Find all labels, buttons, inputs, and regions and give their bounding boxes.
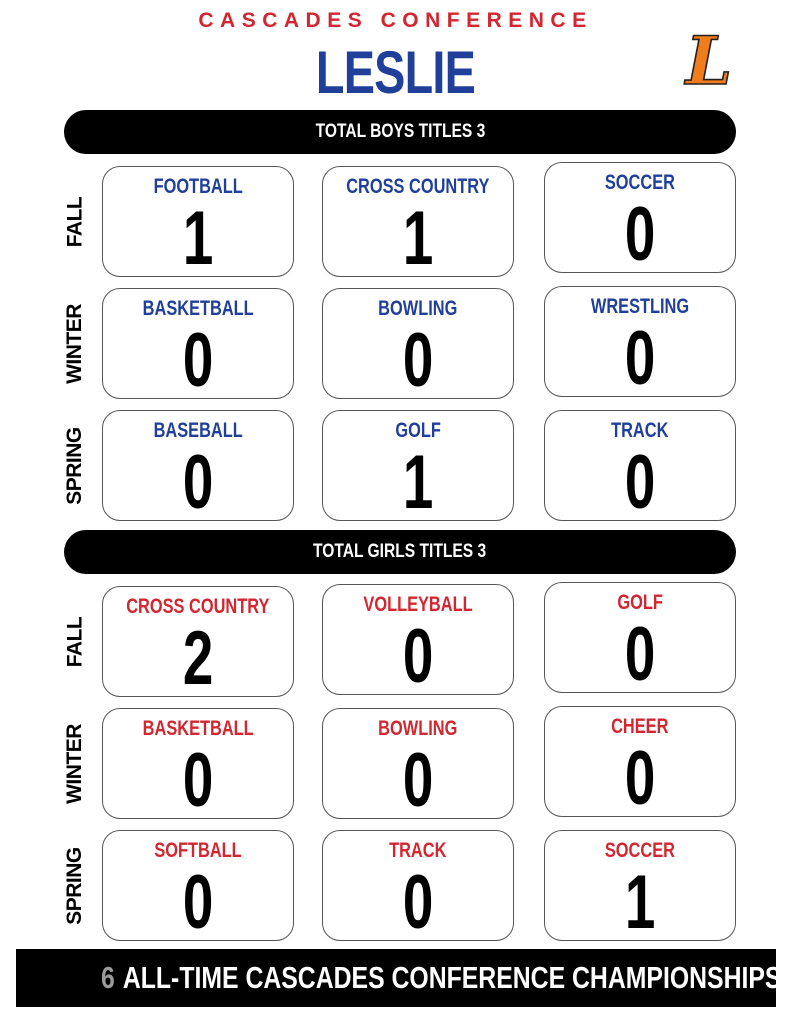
- footer-text: ALL-TIME CASCADES CONFERENCE CHAMPIONSHIPS: [122, 960, 782, 995]
- girls-card-track: [322, 830, 514, 945]
- sport-name: TRACK: [611, 419, 669, 442]
- title-count: 0: [402, 614, 434, 699]
- title-count: 0: [402, 738, 434, 823]
- boys-card-football: [102, 166, 294, 281]
- conference-title: CASCADES CONFERENCE: [198, 9, 593, 32]
- sport-name: WRESTLING: [590, 295, 690, 318]
- boys-titles-text: TOTAL BOYS TITLES 3: [315, 121, 485, 142]
- girls-card-golf: [544, 582, 736, 697]
- title-count: 1: [182, 196, 214, 281]
- boys-season-fall: FALL: [63, 196, 86, 247]
- boys-season-spring: SPRING: [63, 426, 87, 505]
- boys-card-track: [544, 410, 736, 525]
- girls-card-soccer: [544, 830, 736, 945]
- boys-card-wrestling: [544, 286, 736, 401]
- sport-name: CROSS COUNTRY: [126, 595, 270, 618]
- sport-name: BASKETBALL: [142, 717, 254, 740]
- sport-name: SOFTBALL: [154, 839, 242, 862]
- girls-card-bowling: [322, 708, 514, 823]
- girls-card-volleyball: [322, 584, 514, 699]
- total-championships: 6: [101, 960, 115, 995]
- sport-name: SOCCER: [604, 839, 676, 862]
- sport-name: TRACK: [389, 839, 447, 862]
- title-count: 0: [624, 612, 656, 697]
- girls-card-softball: [102, 830, 294, 945]
- championships-footer: [16, 949, 782, 1007]
- sport-name: GOLF: [395, 419, 441, 442]
- girls-season-spring: SPRING: [63, 846, 87, 925]
- title-count: 0: [624, 316, 656, 401]
- title-count: 1: [402, 196, 434, 281]
- title-count: 0: [182, 860, 214, 945]
- sport-name: BOWLING: [378, 717, 458, 740]
- title-count: 0: [624, 736, 656, 821]
- sport-name: VOLLEYBALL: [363, 593, 473, 616]
- title-count: 2: [182, 616, 214, 701]
- girls-card-basketball: [102, 708, 294, 823]
- boys-card-basketball: [102, 288, 294, 403]
- title-count: 1: [624, 860, 656, 945]
- title-count: 0: [624, 440, 656, 525]
- boys-card-bowling: [322, 288, 514, 403]
- boys-titles-banner: [64, 110, 736, 154]
- boys-card-golf: [322, 410, 514, 525]
- boys-card-baseball: [102, 410, 294, 525]
- girls-card-cross-country: [102, 586, 294, 701]
- sport-name: SOCCER: [604, 171, 676, 194]
- l-logo-icon: [673, 26, 743, 96]
- sport-name: BASKETBALL: [142, 297, 254, 320]
- school-logo: [673, 26, 743, 96]
- girls-titles-banner: [64, 530, 736, 574]
- title-count: 0: [182, 318, 214, 403]
- girls-titles-text: TOTAL GIRLS TITLES 3: [313, 541, 487, 562]
- title-count: 0: [182, 738, 214, 823]
- title-count: 1: [402, 440, 434, 525]
- boys-season-winter: WINTER: [63, 303, 87, 384]
- title-count: 0: [624, 192, 656, 277]
- boys-card-soccer: [544, 162, 736, 277]
- logo-letter: L: [685, 26, 733, 96]
- title-count: 0: [402, 318, 434, 403]
- sport-name: BOWLING: [378, 297, 458, 320]
- sport-name: CROSS COUNTRY: [346, 175, 490, 198]
- title-count: 0: [182, 440, 214, 525]
- girls-card-cheer: [544, 706, 736, 821]
- sport-name: FOOTBALL: [153, 175, 243, 198]
- title-count: 0: [402, 860, 434, 945]
- sport-name: GOLF: [617, 591, 663, 614]
- sport-name: BASEBALL: [153, 419, 243, 442]
- boys-card-cross-country: [322, 166, 514, 281]
- school-name: LESLIE: [315, 39, 476, 106]
- girls-season-fall: FALL: [63, 616, 86, 667]
- sport-name: CHEER: [611, 715, 669, 738]
- girls-season-winter: WINTER: [63, 723, 87, 804]
